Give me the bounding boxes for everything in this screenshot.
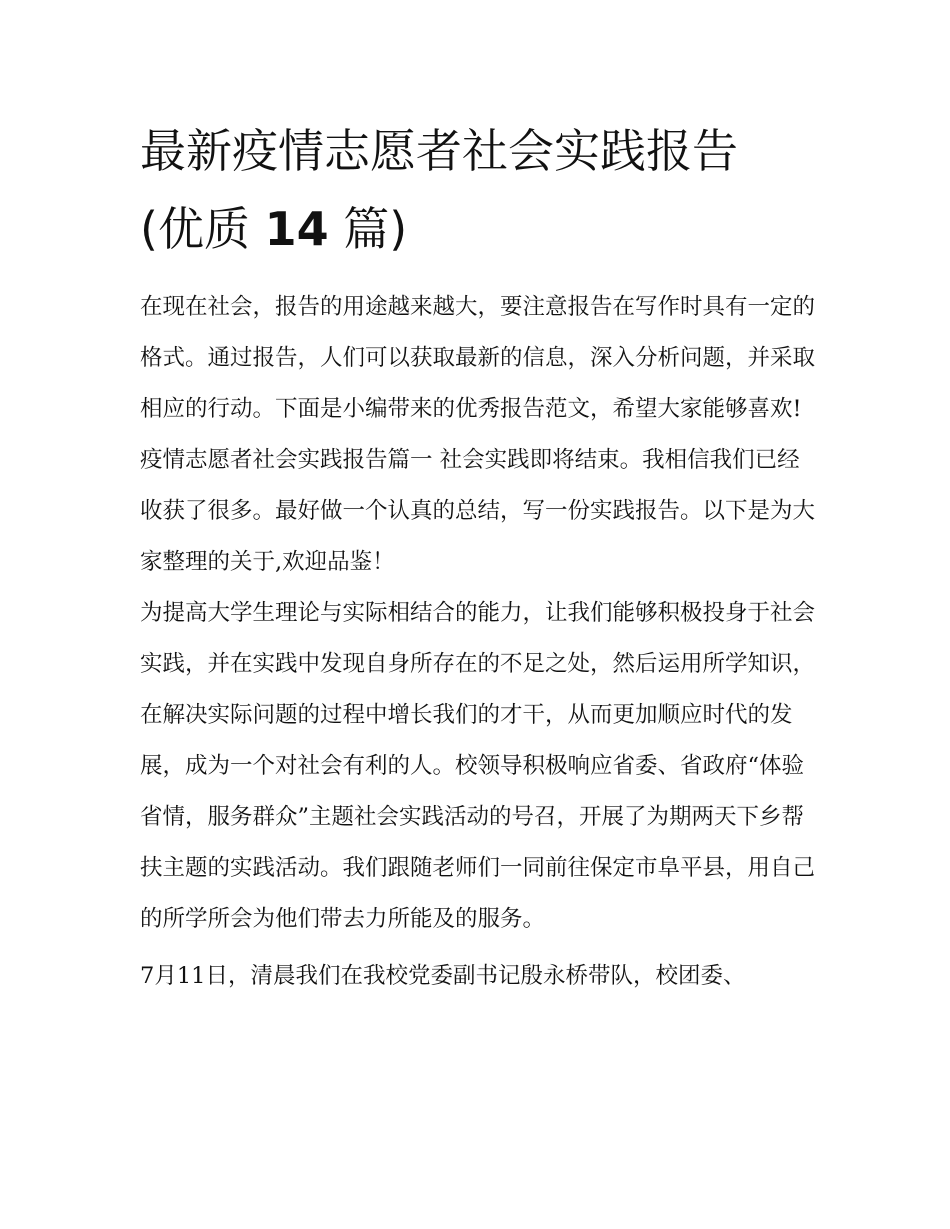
title-line-1: 最新疫情志愿者社会实践报告 xyxy=(140,124,738,178)
practice-purpose-paragraph: 为提高大学生理论与实际相结合的能力，让我们能够积极投身于社会实践，并在实践中发现自身所存在的不足之处，然后运用所学知识，在解决实际问题的过程中增长我们的才干，从而更加顺应时代的发展，成为一个对社会有利的人。校领导积极响应省委、省政府“体验省情，服务群众”主题社会实践活动的号召，开展了为期两天下乡帮扶主题的实践活动。我们跟随老师们一同前往保定市阜平县，用自己的所学所会为他们带去力所能及的服务。 xyxy=(140,600,816,932)
document-title xyxy=(140,112,820,268)
date-paragraph: 7月11日，清晨我们在我校党委副书记殷永桥带队，校团委、 xyxy=(140,963,746,989)
title-line-2-number: 14 xyxy=(264,202,329,256)
title-line-2-prefix: (优质 xyxy=(140,202,250,256)
title-line-2-suffix: 篇) xyxy=(343,202,408,256)
section-one-paragraph: 疫情志愿者社会实践报告篇一 社会实践即将结束。我相信我们已经收获了很多。最好做一个认真的总结，写一份实践报告。以下是为大家整理的关于,欢迎品鉴！ xyxy=(140,447,816,575)
document-body xyxy=(140,112,820,1002)
intro-paragraph: 在现在社会，报告的用途越来越大，要注意报告在写作时具有一定的格式。通过报告，人们可以获取最新的信息，深入分析问题，并采取相应的行动。下面是小编带来的优秀报告范文，希望大家能够喜欢! xyxy=(140,294,816,422)
